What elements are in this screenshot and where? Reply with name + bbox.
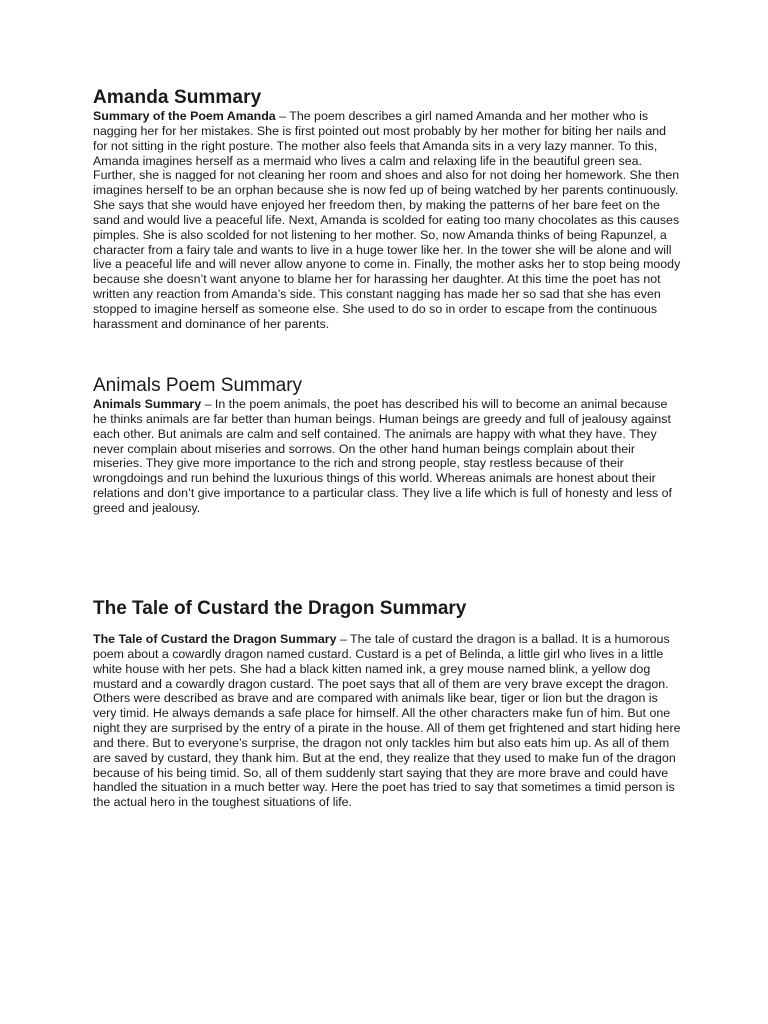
custard-summary-lead: The Tale of Custard the Dragon Summary xyxy=(93,632,337,646)
amanda-summary-paragraph xyxy=(93,109,683,332)
amanda-summary-lead: Summary of the Poem Amanda xyxy=(93,109,276,123)
custard-summary-body: – The tale of custard the dragon is a ballad. It is a humorous poem about a cowardly dragon named custard. Custard is a pet of Belinda, a little girl who lives in a little white house with her pets. She had a black kitten named ink, a grey mouse named blink, a yellow dog mustard and a cowardly dragon custard. The poet says that all of them are very brave except the dragon. Others were described as brave and are compared with animals like bear, tiger or lion but the dragon is very timid. He always demands a safe place for himself. All the other characters make fun of him. But one night they are surprised by the entry of a pirate in the house. All of them get frightened and start hiding here and there. But to everyone’s surprise, the dragon not only tackles him but also eats him up. As all of them are saved by custard, they thank him. But at the end, they realize that they used to make fun of the dragon because of his being timid. So, all of them suddenly start saying that they are more brave and could have handled the situation in a much better way. Here the poet has tried to say that sometimes a timid person is the actual hero in the toughest situations of life. xyxy=(93,632,681,810)
custard-summary-heading: The Tale of Custard the Dragon Summary xyxy=(93,598,467,619)
amanda-summary-body: – The poem describes a girl named Amanda and her mother who is nagging her for her mistakes. She is first pointed out most probably by her mother for biting her nails and for not sitting in the right posture. The mother also feels that Amanda sits in a very lazy manner. To this, Amanda imagines herself as a mermaid who lives a calm and relaxing life in the beautiful green sea. Further, she is nagged for not cleaning her room and shoes and also for not doing her homework. She then imagines herself to be an orphan because she is now fed up of being watched by her parents continuously. She says that she would have enjoyed her freedom then, by making the patterns of her bare feet on the sand and would live a peaceful life. Next, Amanda is scolded for eating too many chocolates as this causes pimples. She is also scolded for not listening to her mother. So, now Amanda thinks of being Rapunzel, a character from a fairy tale and wants to live in a huge tower like her. In the tower she will be alone and will live a peaceful life and will never allow anyone to come in. Finally, the mother asks her to stop being moody because she doesn’t want anyone to blame her for harassing her daughter. At this time the poet has not written any reaction from Amanda’s side. This constant nagging has made her so sad that she has even stopped to imagine herself as someone else. She used to do so in order to escape from the continuous harassment and dominance of her parents. xyxy=(93,109,681,331)
custard-summary-paragraph xyxy=(93,632,683,810)
animals-summary-paragraph xyxy=(93,397,683,516)
custard-summary-section xyxy=(93,598,683,810)
animals-summary-body: – In the poem animals, the poet has described his will to become an animal because he thinks animals are far better than human beings. Human beings are greedy and full of jealousy against each other. But animals are calm and self contained. The animals are happy with what they have. They never complain about miseries and sorrows. On the other hand human beings complain about their miseries. They give more importance to the rich and strong people, stay restless because of their wrongdoings and run behind the luxurious things of this world. Whereas animals are honest about their relations and don’t give importance to a particular class. They live a life which is full of honesty and less of greed and jealousy. xyxy=(93,397,672,515)
amanda-summary-section xyxy=(93,87,683,332)
animals-summary-lead: Animals Summary xyxy=(93,397,202,411)
animals-summary-heading: Animals Poem Summary xyxy=(93,375,303,396)
amanda-summary-heading: Amanda Summary xyxy=(93,87,262,108)
animals-summary-section xyxy=(93,375,683,516)
